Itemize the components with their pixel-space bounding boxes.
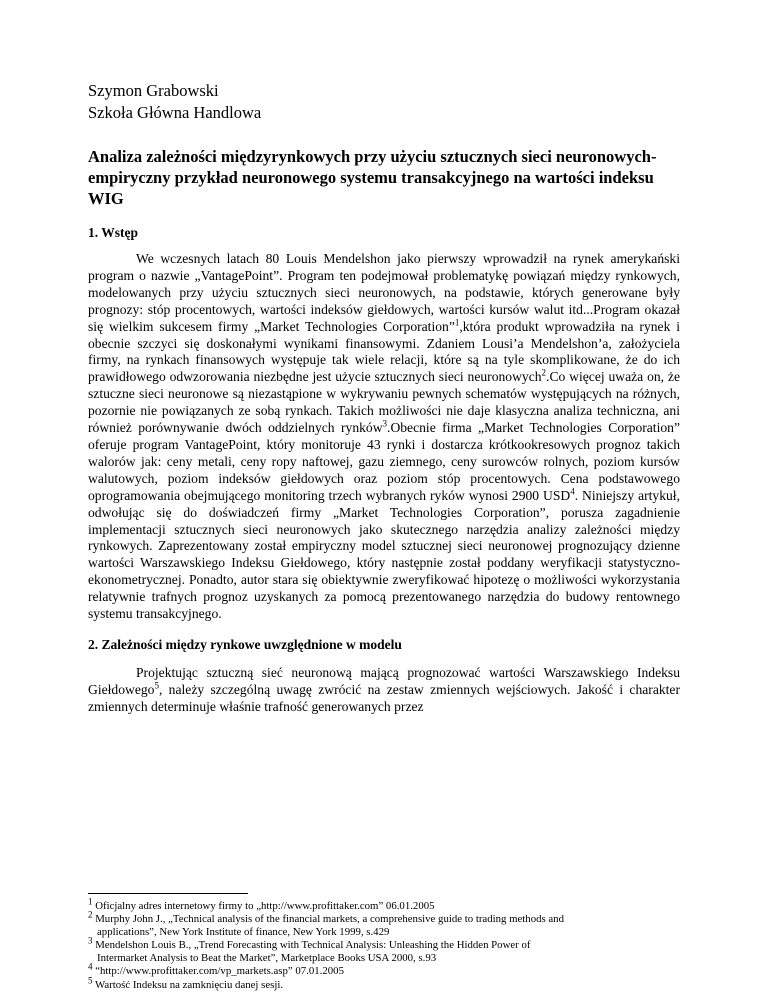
- paper-title: Analiza zależności międzyrynkowych przy użyciu sztucznych sieci neuronowych- empiryczny przykład neuronowego systemu transakcyjnego na wartości indeksu WIG: [88, 147, 657, 208]
- footnote-1: $^1$ Oficjalny adres internetowy firmy to „http://www.profittaker.com” 06.01.2005: [88, 896, 435, 912]
- footnote-4: $^4$ “http://www.profittaker.com/vp_markets.asp” 07.01.2005: [88, 961, 344, 978]
- section-1-paragraph: We wczesnych latach 80 Louis Mendelshon jako pierwszy wprowadził na rynek amerykański program o nazwie „VantagePoint”. Program ten podejmował problematykę powiązań między rynkowych, modelowanych przy użyciu sztucznych sieci neuronowych, na podstawie, których generowane były prognozy: stóp procentowych, wartości indeksów giełdowych, wartości kursów walut itd...Program okazał się wielkim sukcesem firmy „Market Technologies Corporation”$^1$,która produkt wprowadziła na rynek i obecnie szczyci się doskonałymi wynikami finansowymi. Zdaniem Lousi’a Mendelshon’a, założyciela firmy, na rynkach finansowych występuje tak wiele relacji, które są na tyle skomplikowane, że do ich prawidłowego odwzorowania niezbędne jest użycie sztucznych sieci neuronowych$^2$.Co więcej uważa on, że sztuczne sieci neuronowe są niezastąpione w wykrywaniu pewnych schematów występujących na różnych, pozornie nie powiązanych ze sobą rynkach. Takich możliwości nie daje klasyczna analiza techniczna, ani również porównywanie dwóch oddzielnych rynków$^3$.Obecnie firma „Market Technologies Corporation” oferuje program VantagePoint, który monitoruje 43 rynki i dostarcza krótkookresowych prognoz takich walorów jak: ceny metali, ceny ropy naftowej, gazu ziemnego, ceny surowców rolnych, poziom kursów walutowych, poziom indeksów giełdowych oraz poziom stóp procentowych. Cena podstawowego oprogramowania obejmującego monitoring trzech wybranych ryków wynosi 2900 USD$^4$. Niniejszy artykuł, odwołując się do doświadczeń firmy „Market Technologies Corporation”, porusza zagadnienie implementacji sztucznych sieci neuronowych jako skutecznego narzędzia analizy zależności między rynkowych. Zaprezentowany został empiryczny model sztucznej sieci neuronowej prognozujący dzienne wartości Warszawskiego Indeksu Giełdowego, który następnie został poddany weryfikacji statystyczno- ekonometrycznej. Ponadto, autor stara się obiektywnie zweryfikować hipotezę o możliwości wykorzystania relatywnie trafnych prognoz uzyskanych za pomocą prezentowanego narzędzia do budowy rentownego systemu transakcyjnego.: [88, 251, 680, 622]
- footnote-2-continued: applications”, New York Institute of finance, New York 1999, s.429: [97, 926, 390, 939]
- footnote-3: $^3$ Mendelshon Louis B., „Trend Forecasting with Technical Analysis: Unleashing the Hidden Power of: [88, 935, 531, 952]
- section-heading-1: 1. Wstęp: [88, 225, 139, 240]
- footnote-ref-4: 4: [570, 486, 575, 497]
- footnote-ref-1: 1: [454, 317, 460, 328]
- footnote-ref-5: 5: [154, 680, 159, 691]
- section-2-paragraph: Projektując sztuczną sieć neuronową mającą prognozować wartości Warszawskiego Indeksu Giełdowego$^5$, należy szczególną uwagę zwrócić na zestaw zmiennych wejściowych. Jakość i charakter zmiennych determinuje właśnie trafność generowanych przez: [88, 664, 680, 714]
- document-page: [88, 80, 680, 716]
- author-name: Szymon Grabowski: [88, 81, 219, 100]
- footnote-5: $^5$ Wartość Indeksu na zamknięciu danej sesji.: [88, 974, 284, 991]
- author-block: [88, 80, 680, 124]
- footnotes: [88, 896, 688, 992]
- footnote-ref-2: 2: [541, 367, 547, 378]
- section-heading-2: 2. Zależności między rynkowe uwzględnione w modelu: [88, 636, 402, 652]
- footnote-2: $^2$ Murphy John J., „Technical analysis of the financial markets, a comprehensive guide to trading methods and: [88, 909, 564, 926]
- footnote-divider: [88, 893, 248, 894]
- author-affiliation: Szkoła Główna Handlowa: [88, 103, 262, 122]
- footnote-ref-3: 3: [382, 418, 388, 429]
- footnote-3-continued: Intermarket Analysis to Beat the Market”, Marketplace Books USA 2000, s.93: [97, 952, 437, 965]
